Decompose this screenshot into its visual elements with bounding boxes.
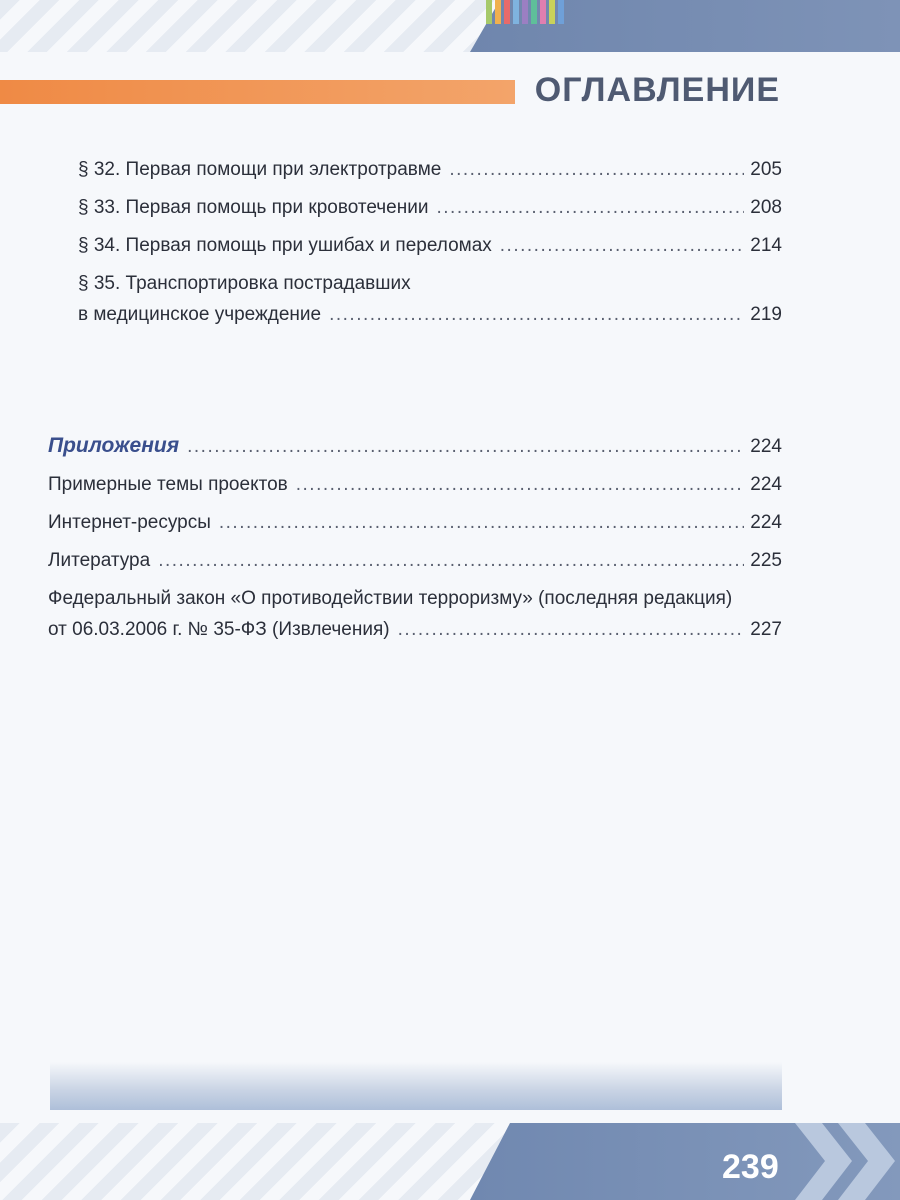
toc-entry-page: 224 <box>750 474 782 495</box>
toc-entry-label: § 34. Первая помощь при ушибах и переломах <box>78 235 492 256</box>
dot-leader <box>500 233 745 259</box>
toc-entry-label: от 06.03.2006 г. № 35-ФЗ (Извлечения) <box>48 619 390 640</box>
toc-entry-page: 219 <box>750 304 782 325</box>
toc-entry-label-line1: Федеральный закон «О противодействии терроризму» (последняя редакция) <box>48 588 733 609</box>
toc-entry[interactable] <box>48 233 782 259</box>
toc-entry[interactable] <box>48 157 782 183</box>
toc-entry-label-line1: § 35. Транспортировка пострадавших <box>78 273 411 294</box>
appendix-heading-label: Приложения <box>48 434 180 457</box>
toc-entry-page: 205 <box>750 159 782 180</box>
color-bar <box>513 0 519 24</box>
toc-entry[interactable] <box>48 548 782 574</box>
color-bar <box>540 0 546 24</box>
toc-entry-page: 214 <box>750 235 782 256</box>
color-bar <box>486 0 492 24</box>
color-bars <box>486 0 564 24</box>
dot-leader <box>436 195 744 221</box>
color-bar <box>522 0 528 24</box>
color-bar <box>495 0 501 24</box>
toc-entry-label: Литература <box>48 550 151 571</box>
toc-entry[interactable] <box>48 586 782 643</box>
dot-leader <box>329 302 744 328</box>
toc-entry-label: Примерные темы проектов <box>48 474 288 495</box>
dot-leader <box>187 434 744 460</box>
title-accent-bar <box>0 80 515 104</box>
toc-entry-label: Интернет-ресурсы <box>48 512 211 533</box>
dot-leader <box>158 548 744 574</box>
appendix-section <box>48 433 782 643</box>
dot-leader <box>449 157 744 183</box>
toc-entry[interactable] <box>48 510 782 536</box>
toc-entry-line2 <box>48 617 782 643</box>
color-bar <box>558 0 564 24</box>
toc-entry[interactable] <box>48 472 782 498</box>
page-title: ОГЛАВЛЕНИЕ <box>534 71 780 109</box>
toc-entry-label: § 33. Первая помощь при кровотечении <box>78 197 429 218</box>
toc-entry-page: 227 <box>750 619 782 640</box>
toc-continued <box>48 157 782 328</box>
header-stripes <box>0 0 500 52</box>
color-bar <box>504 0 510 24</box>
footer-stripes <box>0 1123 520 1200</box>
toc-entry-page: 208 <box>750 197 782 218</box>
color-bar <box>549 0 555 24</box>
toc-entry[interactable] <box>48 271 782 328</box>
color-bar <box>531 0 537 24</box>
header-band <box>0 0 900 52</box>
toc-entry-label: § 32. Первая помощи при электротравме <box>78 159 442 180</box>
appendix-heading-page: 224 <box>750 436 782 457</box>
toc-entry-page: 224 <box>750 512 782 533</box>
appendix-heading[interactable] <box>48 433 782 460</box>
dot-leader <box>398 617 745 643</box>
footer-gradient <box>50 1062 782 1110</box>
toc-entry[interactable] <box>48 195 782 221</box>
double-chevron-right-icon <box>790 1123 900 1200</box>
dot-leader <box>219 510 744 536</box>
toc-entry-line2 <box>78 302 782 328</box>
toc-entry-page: 225 <box>750 550 782 571</box>
page-number: 239 <box>722 1148 779 1186</box>
dot-leader <box>296 472 745 498</box>
toc-entry-label: в медицинское учреждение <box>78 304 322 325</box>
